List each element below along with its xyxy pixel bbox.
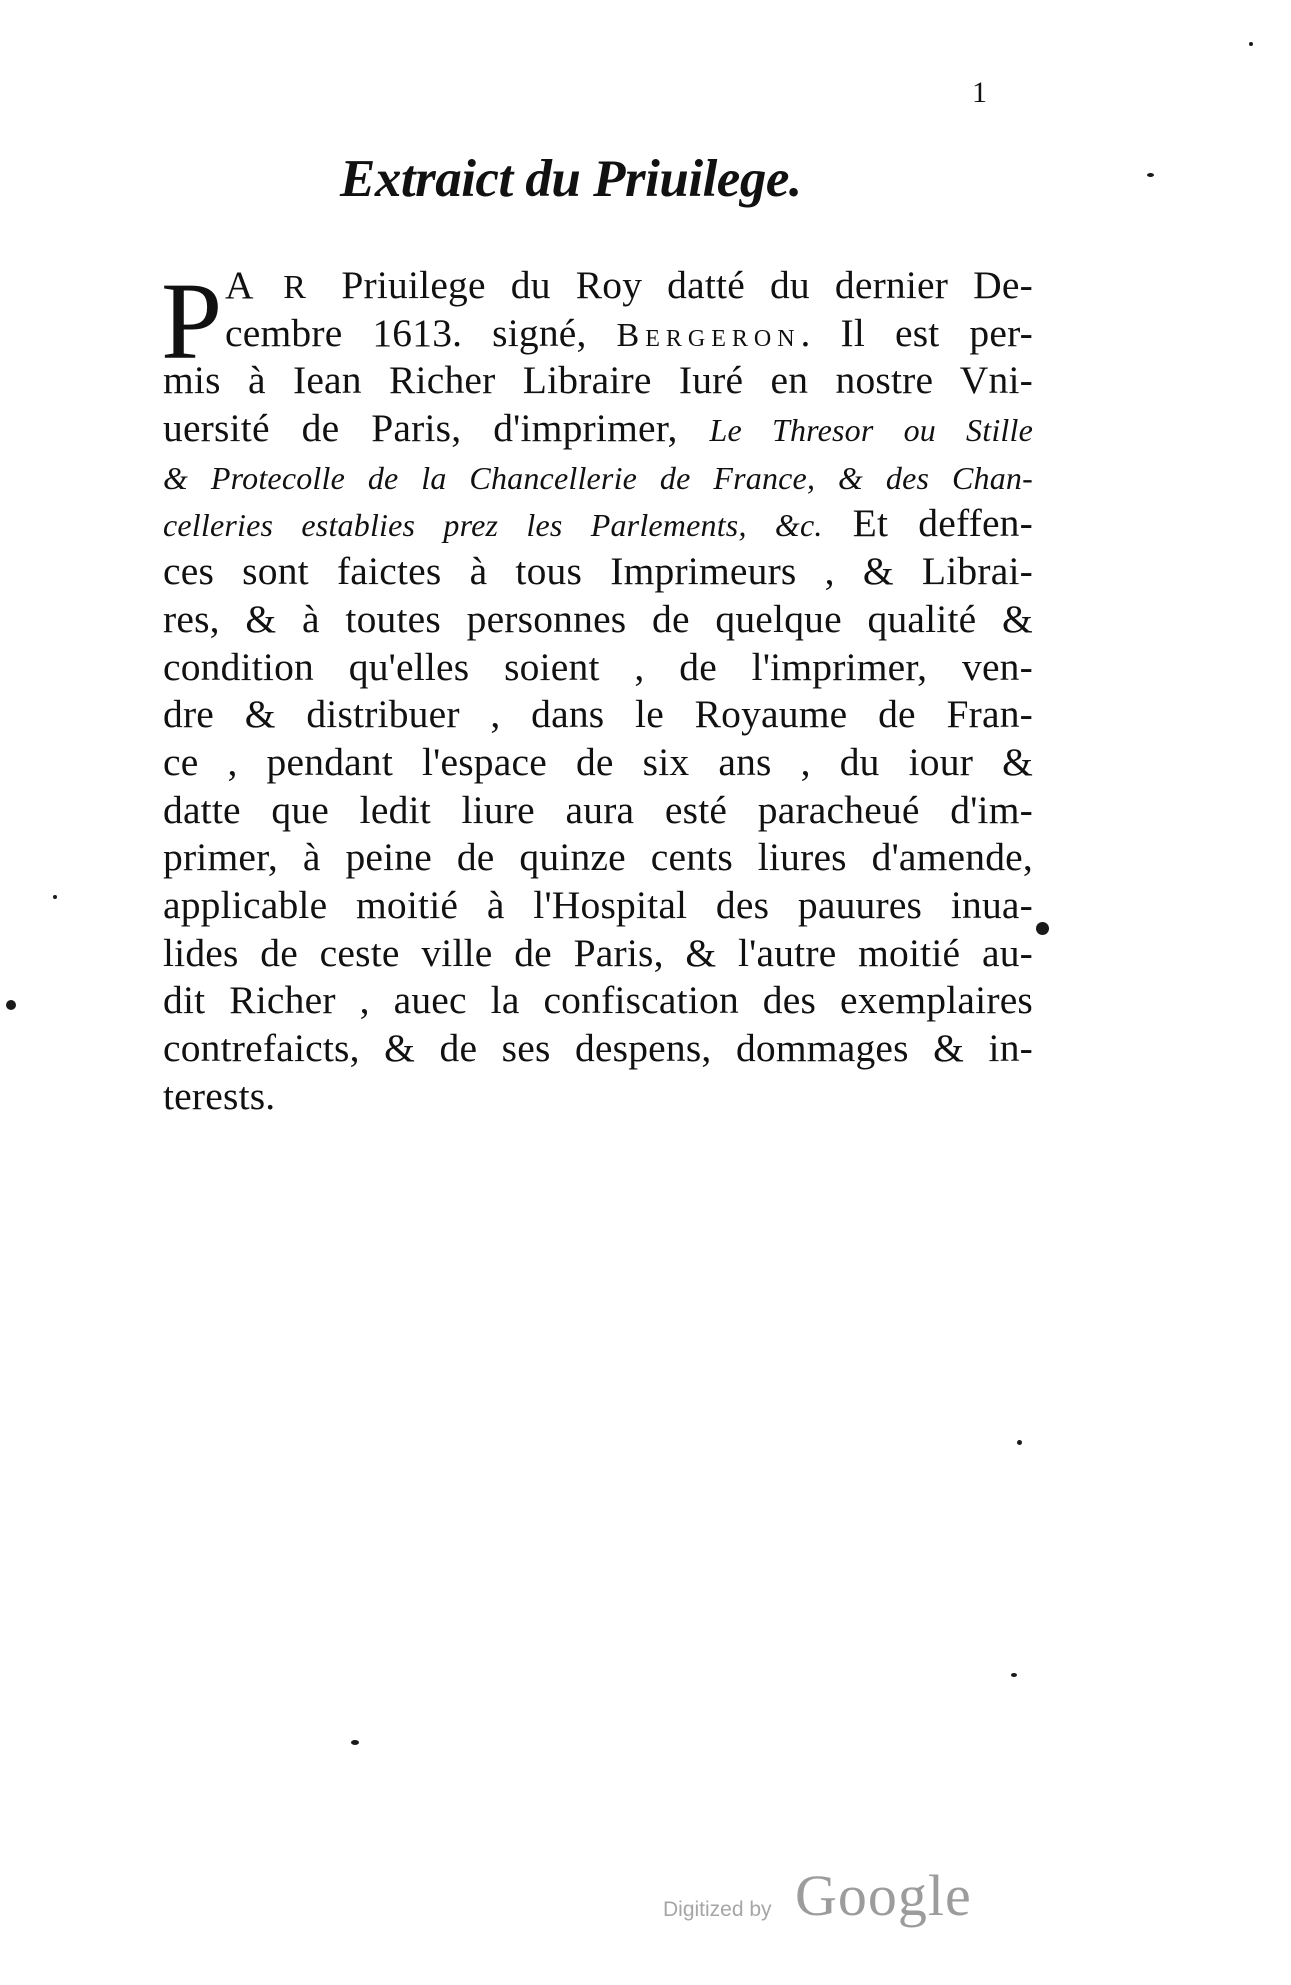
scan-speck [1147,173,1154,177]
text-line [163,357,1033,405]
text-segment: Et deffen- [822,501,1033,546]
text-line [163,930,1033,978]
text-line [163,1073,1033,1121]
text-segment: dre & distribuer , dans le Royaume de Fran- [163,692,1033,737]
text-line [163,262,1033,310]
watermark-digitized-by: Digitized by [663,1898,772,1921]
text-line [163,500,1033,548]
text-segment: applicable moitié à l'Hospital des pauures inua- [163,882,1033,927]
digitized-watermark [663,1862,1003,1932]
text-segment: & Protecolle de la Chancellerie de France, & des Chan- [163,459,1033,496]
text-line [163,1025,1033,1073]
watermark-google-logo: Google [795,1863,972,1928]
text-line [163,453,1033,501]
text-segment: terests. [163,1073,276,1118]
text-line [163,405,1033,453]
text-line [163,548,1033,596]
text-segment: Priuilege du Roy datté du dernier De- [341,263,1033,307]
text-line [163,787,1033,835]
text-line [163,596,1033,644]
text-line [163,834,1033,882]
scan-speck [1249,42,1253,46]
text-line [163,691,1033,739]
text-segment: contrefaicts, & de ses despens, dommages & in- [163,1026,1033,1070]
scan-speck [6,1000,16,1010]
text-segment: . Il est per- [800,310,1033,355]
text-line [163,310,1033,358]
scan-speck [1036,922,1049,935]
scan-speck [1011,1673,1017,1677]
text-line [163,977,1033,1025]
text-segment: ces sont faictes à tous Imprimeurs , & Librai- [163,549,1033,594]
text-segment: mis à Iean Richer Libraire Iuré en nostre Vni- [163,358,1033,403]
text-segment: condition qu'elles soient , de l'imprimer, ven- [163,644,1033,689]
text-segment: lides de ceste ville de Paris, & l'autre moitié au- [163,930,1033,975]
text-segment: dit Richer , auec la confiscation des exemplaires [163,978,1033,1023]
text-segment: Le Thresor ou Stille [709,412,1034,449]
page-number: 1 [972,76,987,109]
text-lines [163,262,1033,1120]
text-segment: ce , pendant l'espace de six ans , du iour & [163,739,1033,784]
text-line [163,739,1033,787]
text-segment: uersité de Paris, d'imprimer, [163,406,710,451]
text-segment: A [225,263,254,307]
text-segment: cembre 1613. signé, [225,310,617,355]
scan-speck [351,1740,359,1745]
text-segment: res, & à toutes personnes de quelque qualité & [163,596,1033,641]
text-segment: primer, à peine de quinze cents liures d'amende, [163,835,1033,880]
page-heading: Extraict du Priuilege. [340,150,802,208]
text-line [163,644,1033,692]
text-segment: celleries establies prez les Parlements, &c. [163,507,823,544]
text-segment: Bergeron [616,316,801,354]
scan-speck [1017,1440,1022,1445]
text-segment: datte que ledit liure aura esté paracheué d'im- [163,787,1033,832]
privilege-text [163,262,1033,1120]
text-segment: R [253,269,342,306]
scan-speck [53,895,57,899]
text-line [163,882,1033,930]
drop-initial: P [161,260,223,382]
